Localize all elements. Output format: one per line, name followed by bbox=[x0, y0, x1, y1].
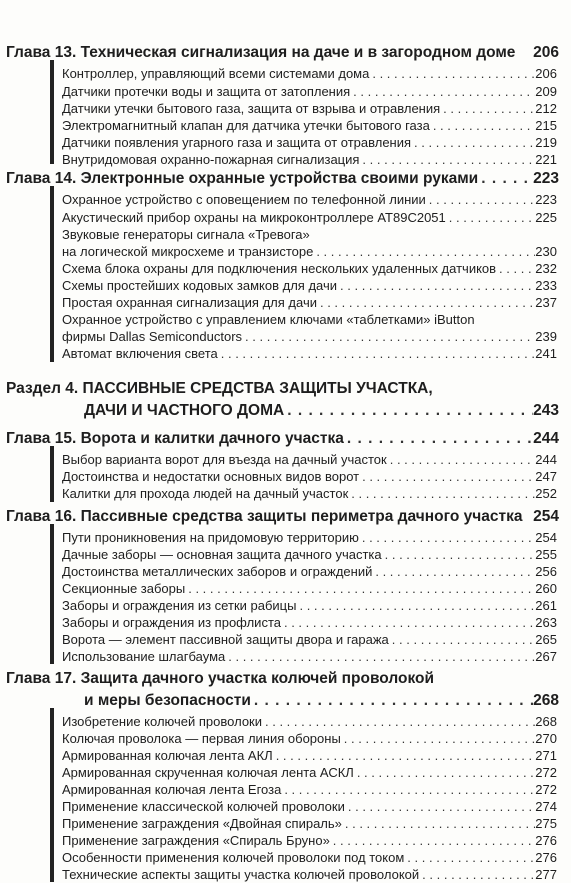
toc-entry bbox=[62, 581, 557, 597]
toc-page-number: 233 bbox=[535, 278, 557, 293]
toc-entry bbox=[62, 850, 557, 866]
toc-leader bbox=[440, 101, 535, 117]
toc-leader bbox=[344, 430, 533, 448]
section-rule bbox=[50, 524, 54, 664]
toc-chapter bbox=[6, 44, 559, 62]
toc-page-number: 209 bbox=[535, 84, 557, 99]
section-rule bbox=[50, 446, 54, 502]
toc-title: Внутридомовая охранно-пожарная сигнализация bbox=[62, 152, 360, 167]
toc-page-number: 256 bbox=[535, 564, 557, 579]
section-rule bbox=[50, 186, 54, 362]
toc-leader bbox=[345, 799, 535, 815]
toc-page-number: 272 bbox=[535, 765, 557, 780]
toc-page-number: 265 bbox=[535, 632, 557, 647]
toc-entry bbox=[62, 547, 557, 563]
toc-title: Охранное устройство с оповещением по телефонной линии bbox=[62, 192, 426, 207]
toc-page-number: 221 bbox=[535, 152, 557, 167]
toc-entry bbox=[62, 649, 557, 665]
toc-page-number: 244 bbox=[533, 430, 559, 447]
toc-leader bbox=[354, 765, 535, 781]
toc-title: Достоинства металлических заборов и ограждений bbox=[62, 564, 373, 579]
toc-leader bbox=[350, 84, 535, 100]
toc-page-number: 252 bbox=[535, 486, 557, 501]
toc-entry bbox=[62, 227, 557, 243]
toc-title: Охранное устройство с управлением ключами «таблетками» iButton bbox=[62, 312, 475, 327]
toc-title: Пути проникновения на придомовую территорию bbox=[62, 530, 359, 545]
toc-leader bbox=[359, 152, 535, 168]
toc-page-number: 274 bbox=[535, 799, 557, 814]
toc-leader bbox=[446, 210, 536, 226]
toc-entry bbox=[62, 244, 557, 260]
toc-page-number: 241 bbox=[535, 346, 557, 361]
toc-page-number: 215 bbox=[535, 118, 557, 133]
toc-chapter bbox=[6, 430, 559, 448]
toc-entry bbox=[62, 346, 557, 362]
toc-entry bbox=[62, 192, 557, 208]
toc-title: Глава 14. Электронные охранные устройства своими руками bbox=[6, 170, 479, 187]
toc-entry bbox=[62, 66, 557, 82]
toc-leader bbox=[284, 402, 533, 420]
toc-entry bbox=[62, 598, 557, 614]
toc-leader bbox=[281, 615, 535, 631]
toc-page-number: 277 bbox=[535, 867, 557, 882]
toc-leader bbox=[359, 469, 535, 485]
toc-page-number: 255 bbox=[535, 547, 557, 562]
toc-title: Колючая проволока — первая линия обороны bbox=[62, 731, 341, 746]
toc-leader bbox=[389, 632, 536, 648]
toc-title: Схемы простейших кодовых замков для дачи bbox=[62, 278, 338, 293]
toc-entry bbox=[62, 312, 557, 328]
toc-leader bbox=[218, 346, 536, 362]
toc-chapter bbox=[84, 692, 559, 710]
section-rule bbox=[50, 60, 54, 164]
toc-page-number: 254 bbox=[535, 530, 557, 545]
toc-title: Заборы и ограждения из сетки рабицы bbox=[62, 598, 297, 613]
toc-entry bbox=[62, 469, 557, 485]
toc-leader bbox=[225, 649, 535, 665]
toc-title: Выбор варианта ворот для въезда на дачный участок bbox=[62, 452, 387, 467]
toc-leader bbox=[296, 598, 535, 614]
toc-entry bbox=[62, 295, 557, 311]
toc-title: Электромагнитный клапан для датчика утечки бытового газа bbox=[62, 118, 430, 133]
toc-page-number: 219 bbox=[535, 135, 557, 150]
toc-title: Применение заграждения «Двойная спираль» bbox=[62, 816, 342, 831]
toc-title: Глава 16. Пассивные средства защиты периметра дачного участка bbox=[6, 508, 523, 525]
toc-title: Схема блока охраны для подключения нескольких удаленных датчиков bbox=[62, 261, 497, 276]
toc-entry bbox=[62, 118, 557, 134]
toc-title: Дачные заборы — основная защита дачного участка bbox=[62, 547, 382, 562]
toc-entry bbox=[62, 731, 557, 747]
toc-leader bbox=[496, 261, 535, 277]
section-rule bbox=[50, 708, 54, 882]
toc-title: Датчики появления угарного газа и защита от отравления bbox=[62, 135, 412, 150]
toc-leader bbox=[359, 530, 535, 546]
toc-leader bbox=[404, 850, 535, 866]
toc-page-number: 261 bbox=[535, 598, 557, 613]
toc-leader bbox=[411, 135, 535, 151]
toc-chapter bbox=[6, 670, 559, 688]
toc-entry bbox=[62, 210, 557, 226]
toc-title: ДАЧИ И ЧАСТНОГО ДОМА bbox=[84, 402, 285, 419]
toc-title: Армированная колючая лента АКЛ bbox=[62, 748, 273, 763]
toc-leader bbox=[313, 244, 535, 260]
toc-leader bbox=[430, 118, 535, 134]
toc-leader bbox=[426, 192, 536, 208]
toc-entry bbox=[62, 615, 557, 631]
toc-entry bbox=[62, 278, 557, 294]
toc-leader bbox=[317, 295, 535, 311]
toc-entry bbox=[62, 632, 557, 648]
toc-leader bbox=[382, 547, 536, 563]
toc-leader bbox=[342, 816, 535, 832]
toc-leader bbox=[242, 329, 535, 345]
toc-page-number: 223 bbox=[535, 192, 557, 207]
toc-entry bbox=[62, 782, 557, 798]
toc-chapter bbox=[6, 508, 559, 526]
toc-leader bbox=[330, 833, 536, 849]
toc-entry bbox=[62, 452, 557, 468]
toc-entry bbox=[62, 101, 557, 117]
toc-leader bbox=[273, 748, 536, 764]
toc-entry bbox=[62, 530, 557, 546]
toc-leader bbox=[387, 452, 536, 468]
toc-title: Простая охранная сигнализация для дачи bbox=[62, 295, 317, 310]
toc-title: Акустический прибор охраны на микроконтроллере AT89C2051 bbox=[62, 210, 446, 225]
toc-page-number: 268 bbox=[535, 714, 557, 729]
toc-entry bbox=[62, 329, 557, 345]
toc-page-number: 243 bbox=[533, 402, 559, 419]
toc-entry bbox=[62, 748, 557, 764]
toc-title: Глава 15. Ворота и калитки дачного участка bbox=[6, 430, 344, 447]
toc-entry bbox=[62, 816, 557, 832]
toc-title: Использование шлагбаума bbox=[62, 649, 226, 664]
toc-leader bbox=[337, 278, 535, 294]
toc-leader bbox=[251, 692, 533, 710]
toc-title: Заборы и ограждения из профлиста bbox=[62, 615, 281, 630]
toc-title: Раздел 4. ПАССИВНЫЕ СРЕДСТВА ЗАЩИТЫ УЧАСТКА, bbox=[6, 380, 433, 397]
toc-entry bbox=[62, 765, 557, 781]
toc-page-number: 230 bbox=[535, 244, 557, 259]
toc-title: Особенности применения колючей проволоки под током bbox=[62, 850, 405, 865]
toc-title: Секционные заборы bbox=[62, 581, 186, 596]
toc-chapter bbox=[6, 170, 559, 188]
toc-title: Глава 13. Техническая сигнализация на даче и в загородном доме bbox=[6, 44, 516, 61]
toc-title: Армированная колючая лента Егоза bbox=[62, 782, 282, 797]
toc-page-number: 237 bbox=[535, 295, 557, 310]
toc-title: на логической микросхеме и транзисторе bbox=[62, 244, 314, 259]
toc-entry bbox=[62, 714, 557, 730]
toc-leader bbox=[348, 486, 535, 502]
toc-page-number: 263 bbox=[535, 615, 557, 630]
toc-title: Применение заграждения «Спираль Бруно» bbox=[62, 833, 330, 848]
toc-title: Датчики утечки бытового газа, защита от взрыва и отравления bbox=[62, 101, 441, 116]
toc-page-number: 254 bbox=[533, 508, 559, 525]
toc-leader bbox=[341, 731, 536, 747]
toc-entry bbox=[62, 564, 557, 580]
toc-title: Автомат включения света bbox=[62, 346, 218, 361]
toc-title: Технические аспекты защиты участка колючей проволокой bbox=[62, 867, 420, 882]
toc-title: Ворота — элемент пассивной защиты двора и гаража bbox=[62, 632, 389, 647]
toc-chapter bbox=[6, 380, 559, 398]
toc-title: Армированная скрученная колючая лента АСКЛ bbox=[62, 765, 354, 780]
toc-title: Калитки для прохода людей на дачный участок bbox=[62, 486, 349, 501]
toc-title: Достоинства и недостатки основных видов ворот bbox=[62, 469, 360, 484]
toc-title: Датчики протечки воды и защита от затопления bbox=[62, 84, 351, 99]
toc-title: Звуковые генераторы сигнала «Тревога» bbox=[62, 227, 310, 242]
toc-page-number: 206 bbox=[535, 66, 557, 81]
toc-title: фирмы Dallas Semiconductors bbox=[62, 329, 243, 344]
toc-page-number: 268 bbox=[533, 692, 559, 709]
toc-page-number: 223 bbox=[533, 170, 559, 187]
toc-page-number: 239 bbox=[535, 329, 557, 344]
toc-leader bbox=[372, 564, 535, 580]
toc-title: Изобретение колючей проволоки bbox=[62, 714, 263, 729]
toc-title: Контроллер, управляющий всеми системами дома bbox=[62, 66, 370, 81]
toc-page-number: 225 bbox=[535, 210, 557, 225]
toc-page-number: 206 bbox=[533, 44, 559, 61]
toc-entry bbox=[62, 799, 557, 815]
toc-page-number: 247 bbox=[535, 469, 557, 484]
toc-page-number: 267 bbox=[535, 649, 557, 664]
toc-leader bbox=[185, 581, 535, 597]
toc-page-number: 276 bbox=[535, 850, 557, 865]
toc-page-number: 271 bbox=[535, 748, 557, 763]
toc-leader bbox=[262, 714, 535, 730]
toc-page-number: 212 bbox=[535, 101, 557, 116]
toc-leader bbox=[281, 782, 535, 798]
toc-entry bbox=[62, 261, 557, 277]
toc-page-number: 244 bbox=[535, 452, 557, 467]
toc-entry bbox=[62, 486, 557, 502]
toc-title: Применение классической колючей проволоки bbox=[62, 799, 345, 814]
toc-page-number: 272 bbox=[535, 782, 557, 797]
toc-page-number: 232 bbox=[535, 261, 557, 276]
toc-page-number: 270 bbox=[535, 731, 557, 746]
toc-entry bbox=[62, 152, 557, 168]
toc-entry bbox=[62, 84, 557, 100]
toc-chapter bbox=[84, 402, 559, 420]
toc-title: Глава 17. Защита дачного участка колючей проволокой bbox=[6, 670, 435, 687]
toc-page-number: 275 bbox=[535, 816, 557, 831]
toc-page-number: 276 bbox=[535, 833, 557, 848]
toc-entry bbox=[62, 833, 557, 849]
toc-entry bbox=[62, 135, 557, 151]
toc-page-number: 260 bbox=[535, 581, 557, 596]
toc-leader bbox=[478, 170, 533, 188]
toc-entry bbox=[62, 867, 557, 883]
toc-title: и меры безопасности bbox=[84, 692, 251, 709]
toc-leader bbox=[369, 66, 535, 82]
toc-leader bbox=[419, 867, 535, 883]
